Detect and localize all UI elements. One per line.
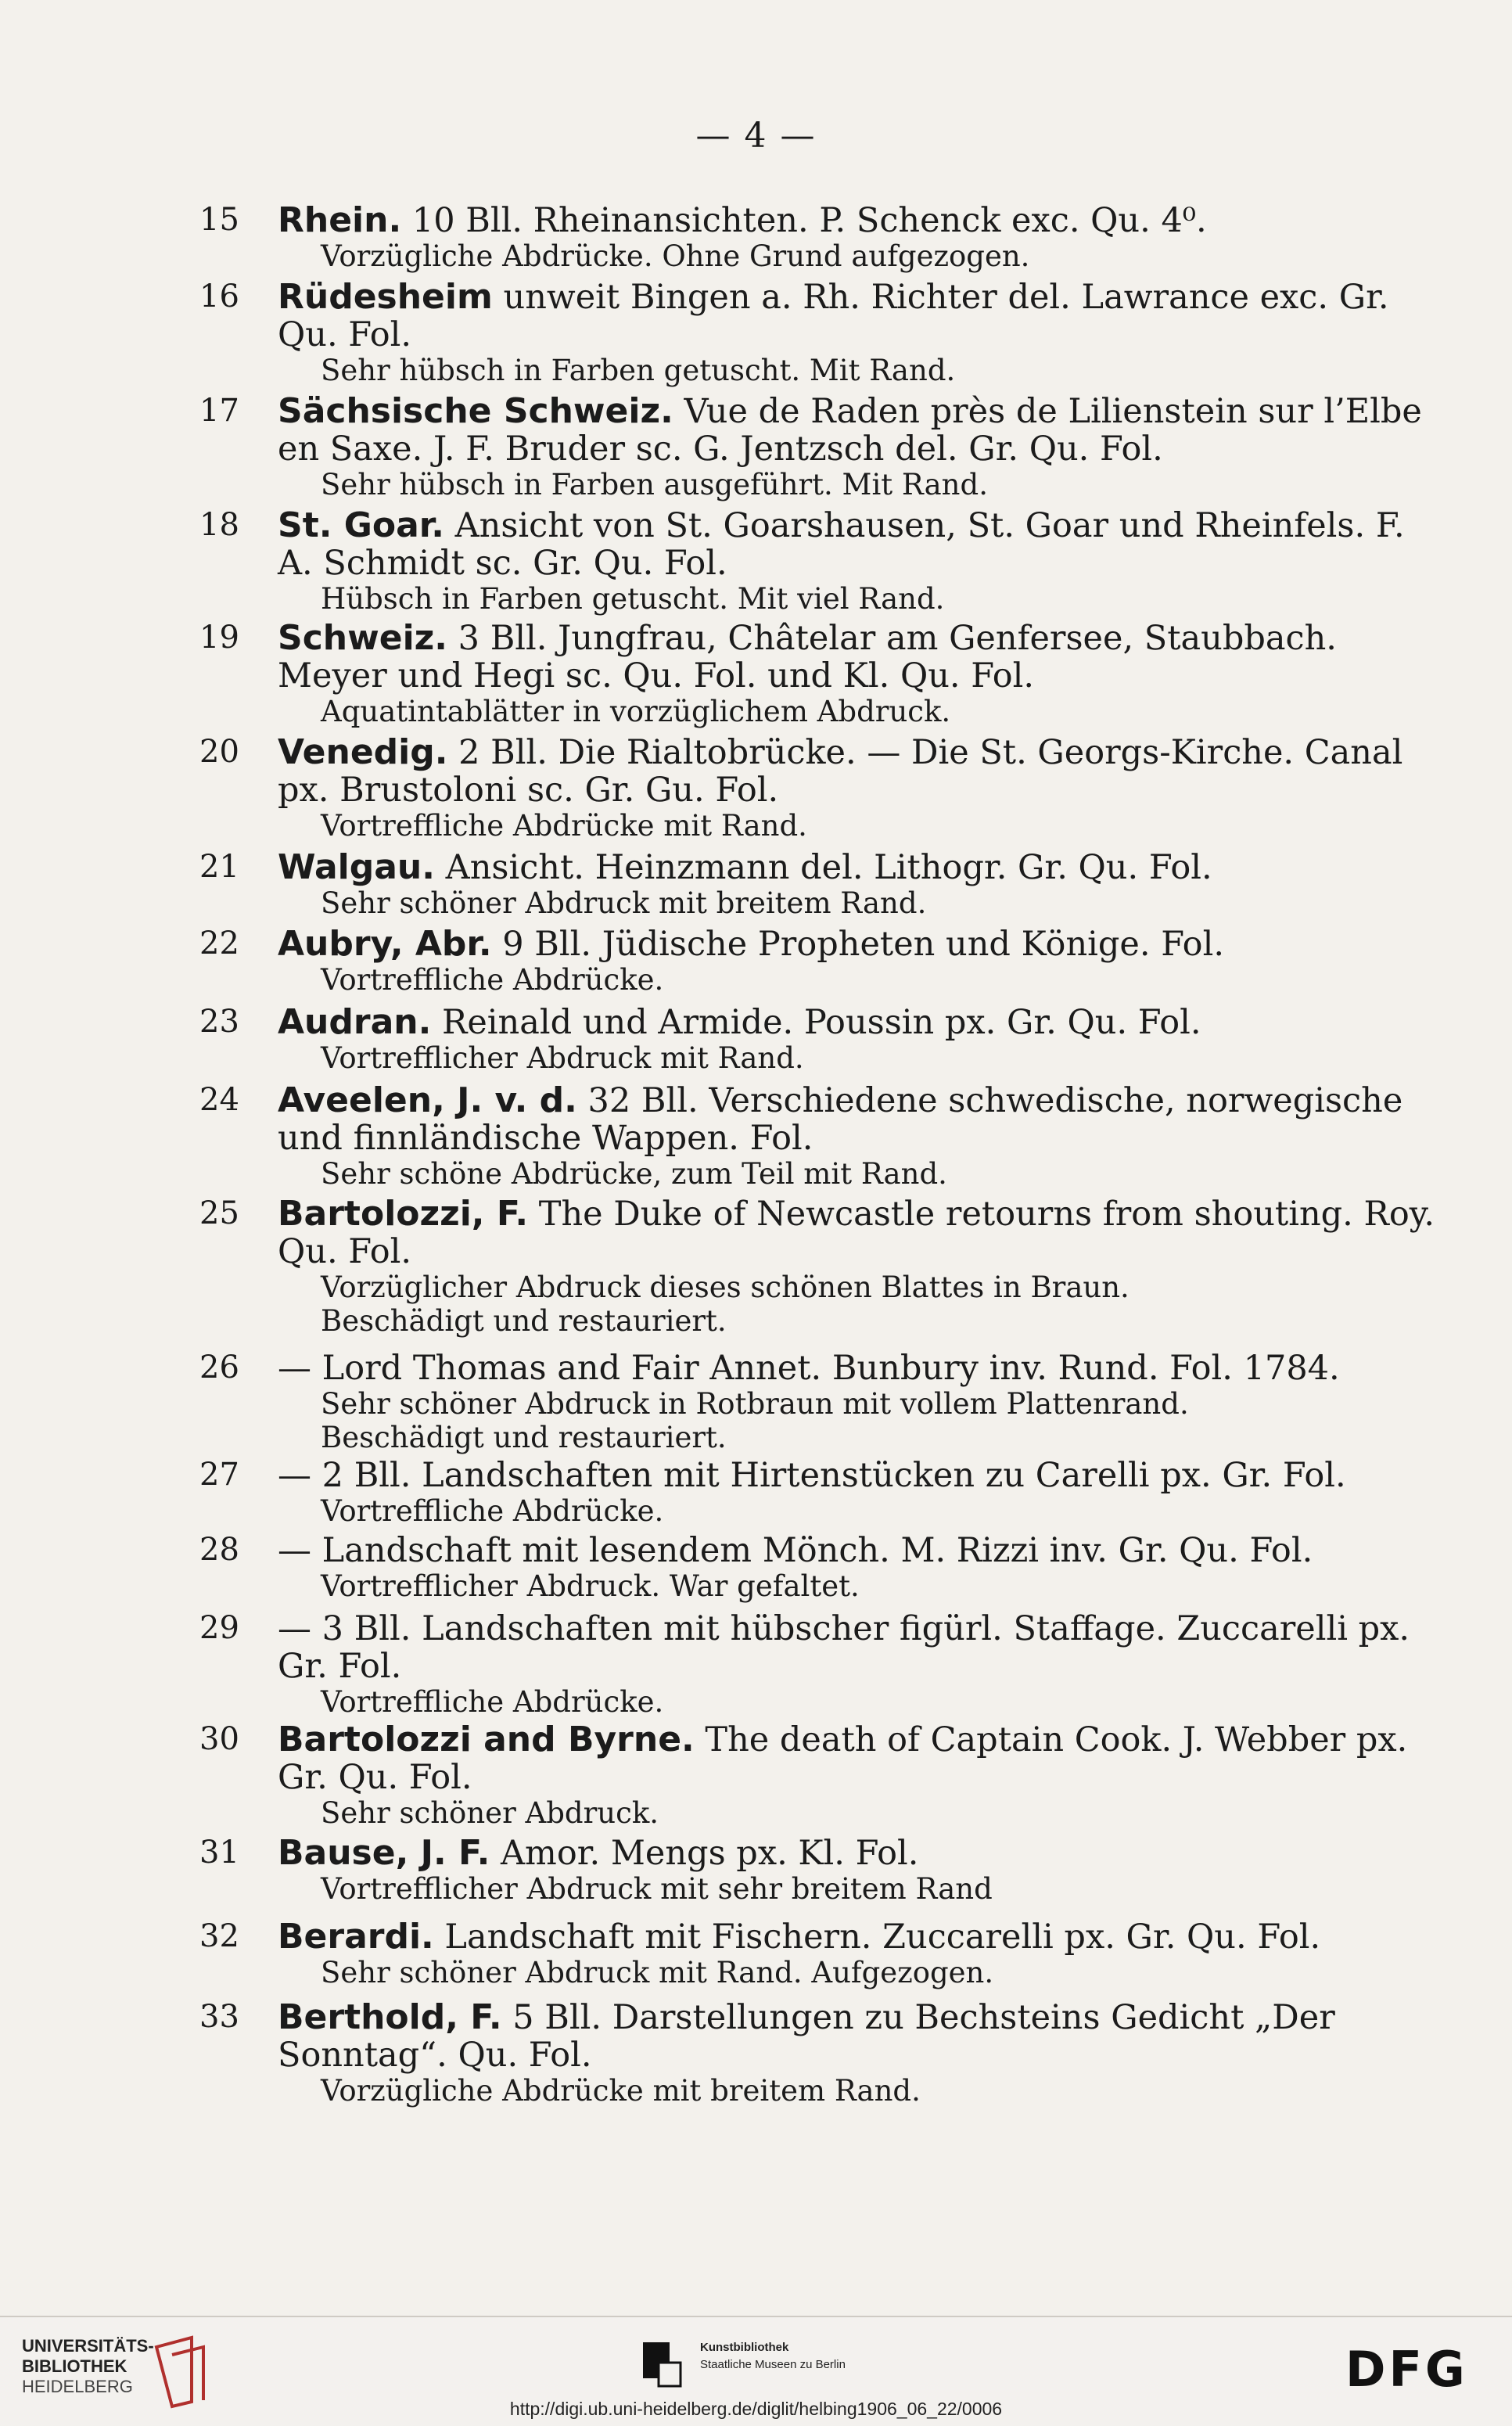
kunstbibliothek-logo-icon bbox=[641, 2339, 682, 2388]
page-number: — 4 — bbox=[695, 116, 817, 156]
entry-number: 20 bbox=[199, 734, 239, 770]
entry-heading: Rüdesheim bbox=[278, 277, 493, 317]
entry-text bbox=[278, 1918, 1435, 1956]
entry-text bbox=[278, 1350, 1435, 1387]
kunstbibliothek-wordmark bbox=[700, 2339, 846, 2374]
entry-note: Aquatintablätter in vorzüglichem Abdruck. bbox=[321, 695, 951, 728]
catalog-entry bbox=[199, 1082, 1435, 1191]
entry-heading: Audran. bbox=[278, 1002, 432, 1042]
entry-text bbox=[278, 202, 1435, 239]
entry-note: Beschädigt und restauriert. bbox=[321, 1304, 727, 1338]
entry-note: Vortrefflicher Abdruck mit sehr breitem Rand bbox=[321, 1872, 993, 1906]
entry-description: Amor. Mengs px. Kl. Fol. bbox=[490, 1834, 919, 1873]
entry-note: Vorzüglicher Abdruck dieses schönen Blattes in Braun. bbox=[321, 1271, 1130, 1304]
entry-note: Hübsch in Farben getuscht. Mit viel Rand. bbox=[321, 582, 945, 616]
entry-number: 24 bbox=[199, 1082, 239, 1118]
entry-text bbox=[278, 1004, 1435, 1041]
entry-note: Sehr schöne Abdrücke, zum Teil mit Rand. bbox=[321, 1157, 947, 1191]
entry-number: 31 bbox=[199, 1835, 239, 1871]
entry-note: Vorzügliche Abdrücke. Ohne Grund aufgezogen. bbox=[321, 239, 1030, 273]
entry-number: 18 bbox=[199, 507, 239, 543]
entry-number: 29 bbox=[199, 1610, 239, 1646]
entry-description: Vue de Raden près de Lilienstein sur l’Elbe en Saxe. J. F. Bruder sc. G. Jentzsch del. Gr. Qu. Fol. bbox=[278, 392, 1422, 469]
ub-line-1: UNIVERSITÄTS- bbox=[22, 2336, 154, 2356]
entry-description: 10 Bll. Rheinansichten. P. Schenck exc. Qu. 4⁰. bbox=[401, 201, 1207, 240]
entry-text bbox=[278, 393, 1435, 468]
entry-note: Vortrefflicher Abdruck mit Rand. bbox=[321, 1041, 804, 1075]
entry-number: 27 bbox=[199, 1457, 239, 1493]
entry-heading: Venedig. bbox=[278, 732, 448, 772]
catalog-entry bbox=[199, 1350, 1435, 1454]
kb-line-2: Staatliche Museen zu Berlin bbox=[700, 2358, 846, 2371]
entry-text bbox=[278, 1195, 1435, 1271]
catalog-entry bbox=[199, 279, 1435, 387]
source-url-link[interactable]: http://digi.ub.uni-heidelberg.de/diglit/helbing1906_06_22/0006 bbox=[509, 2399, 1003, 2419]
entry-heading: Bartolozzi, F. bbox=[278, 1194, 529, 1234]
entry-text bbox=[278, 620, 1435, 695]
entry-text bbox=[278, 1999, 1435, 2074]
entry-text bbox=[278, 1610, 1435, 1685]
entry-heading: Sächsische Schweiz. bbox=[278, 391, 673, 431]
entry-description: unweit Bingen a. Rh. Richter del. Lawrance exc. Gr. Qu. Fol. bbox=[278, 278, 1389, 354]
entry-note: Sehr schöner Abdruck in Rotbraun mit vollem Plattenrand. bbox=[321, 1387, 1189, 1421]
entry-number: 28 bbox=[199, 1532, 239, 1568]
catalog-entry bbox=[199, 620, 1435, 728]
entry-heading: Walgau. bbox=[278, 847, 435, 887]
entry-number: 33 bbox=[199, 1999, 239, 2035]
entry-description: 2 Bll. Die Rialtobrücke. — Die St. Georgs-Kirche. Canal px. Brustoloni sc. Gr. Gu. Fol. bbox=[278, 733, 1403, 810]
entry-note: Vortreffliche Abdrücke mit Rand. bbox=[321, 809, 807, 843]
entry-heading: Rhein. bbox=[278, 200, 402, 240]
entry-heading: Bause, J. F. bbox=[278, 1833, 490, 1873]
entry-note: Vortreffliche Abdrücke. bbox=[321, 1685, 664, 1719]
entry-note: Vortrefflicher Abdruck. War gefaltet. bbox=[321, 1569, 860, 1603]
entry-text bbox=[278, 1082, 1435, 1157]
ub-heidelberg-wordmark bbox=[22, 2336, 154, 2397]
entry-number: 30 bbox=[199, 1721, 239, 1757]
entry-description: — 2 Bll. Landschaften mit Hirtenstücken zu Carelli px. Gr. Fol. bbox=[278, 1456, 1346, 1495]
entry-number: 25 bbox=[199, 1195, 239, 1231]
kb-line-1: Kunstbibliothek bbox=[700, 2341, 789, 2354]
entry-note: Sehr schöner Abdruck. bbox=[321, 1796, 659, 1830]
entry-heading: Aveelen, J. v. d. bbox=[278, 1080, 577, 1120]
catalog-entry bbox=[199, 1004, 1435, 1075]
entry-text bbox=[278, 507, 1435, 582]
entry-note: Beschädigt und restauriert. bbox=[321, 1421, 727, 1454]
entry-description: 3 Bll. Jungfrau, Châtelar am Genfersee, Staubbach. Meyer und Hegi sc. Qu. Fol. und Kl. Qu. Fol. bbox=[278, 619, 1337, 695]
entry-text bbox=[278, 849, 1435, 886]
ub-heidelberg-logo-icon bbox=[149, 2331, 211, 2410]
entry-description: Ansicht von St. Goarshausen, St. Goar und Rheinfels. F. A. Schmidt sc. Gr. Qu. Fol. bbox=[278, 506, 1405, 583]
entry-note: Sehr schöner Abdruck mit breitem Rand. bbox=[321, 886, 927, 920]
ub-line-3: HEIDELBERG bbox=[22, 2377, 133, 2396]
entry-text bbox=[278, 1532, 1435, 1569]
catalog-entry bbox=[199, 1918, 1435, 1989]
entry-description: Landschaft mit Fischern. Zuccarelli px. Gr. Qu. Fol. bbox=[433, 1917, 1321, 1957]
ub-line-2: BIBLIOTHEK bbox=[22, 2356, 127, 2376]
catalog-entry bbox=[199, 1835, 1435, 1906]
catalog-entry bbox=[199, 734, 1435, 843]
entry-description: 5 Bll. Darstellungen zu Bechsteins Gedicht „Der Sonntag“. Qu. Fol. bbox=[278, 1998, 1335, 2075]
entry-number: 22 bbox=[199, 925, 239, 961]
entry-number: 17 bbox=[199, 393, 239, 429]
entry-heading: Berthold, F. bbox=[278, 1997, 502, 2037]
entry-text bbox=[278, 734, 1435, 809]
catalog-entry bbox=[199, 1999, 1435, 2108]
entry-note: Sehr schöner Abdruck mit Rand. Aufgezogen. bbox=[321, 1956, 994, 1989]
entry-description: The death of Captain Cook. J. Webber px. Gr. Qu. Fol. bbox=[278, 1720, 1408, 1797]
entry-note: Sehr hübsch in Farben ausgeführt. Mit Rand. bbox=[321, 468, 988, 501]
entry-description: Reinald und Armide. Poussin px. Gr. Qu. Fol. bbox=[431, 1003, 1201, 1042]
catalog-entry bbox=[199, 393, 1435, 501]
entry-description: — Landschaft mit lesendem Mönch. M. Rizzi inv. Gr. Qu. Fol. bbox=[278, 1531, 1313, 1570]
entry-note: Vorzügliche Abdrücke mit breitem Rand. bbox=[321, 2074, 921, 2108]
catalog-entry bbox=[199, 849, 1435, 920]
catalog-entry bbox=[199, 1457, 1435, 1528]
entry-text bbox=[278, 1457, 1435, 1494]
entry-note: Vortreffliche Abdrücke. bbox=[321, 1494, 664, 1528]
entry-heading: Aubry, Abr. bbox=[278, 924, 492, 964]
entry-number: 15 bbox=[199, 202, 239, 238]
catalog-entry bbox=[199, 507, 1435, 616]
entry-description: 9 Bll. Jüdische Propheten und Könige. Fol. bbox=[491, 925, 1224, 964]
entry-heading: St. Goar. bbox=[278, 505, 444, 545]
entry-number: 26 bbox=[199, 1350, 239, 1386]
catalog-entry bbox=[199, 1610, 1435, 1719]
entry-description: — 3 Bll. Landschaften mit hübscher figürl. Staffage. Zuccarelli px. Gr. Fol. bbox=[278, 1609, 1410, 1686]
entry-text bbox=[278, 1835, 1435, 1872]
entry-text bbox=[278, 279, 1435, 354]
entry-description: Ansicht. Heinzmann del. Lithogr. Gr. Qu. Fol. bbox=[434, 848, 1212, 887]
footer-bar bbox=[0, 2316, 1512, 2426]
catalog-entry bbox=[199, 1532, 1435, 1603]
catalog-entry bbox=[199, 1195, 1435, 1338]
entry-number: 21 bbox=[199, 849, 239, 885]
catalog-entry bbox=[199, 202, 1435, 273]
entry-heading: Berardi. bbox=[278, 1917, 434, 1957]
entry-note: Vortreffliche Abdrücke. bbox=[321, 963, 664, 997]
entry-text bbox=[278, 925, 1435, 963]
entry-heading: Schweiz. bbox=[278, 618, 447, 658]
entry-heading: Bartolozzi and Byrne. bbox=[278, 1720, 695, 1759]
entry-description: The Duke of Newcastle retourns from shouting. Roy. Qu. Fol. bbox=[278, 1195, 1435, 1271]
entry-number: 23 bbox=[199, 1004, 239, 1040]
catalog-entry bbox=[199, 1721, 1435, 1830]
entry-text bbox=[278, 1721, 1435, 1796]
entry-number: 16 bbox=[199, 279, 239, 314]
entry-number: 32 bbox=[199, 1918, 239, 1954]
entry-note: Sehr hübsch in Farben getuscht. Mit Rand. bbox=[321, 354, 956, 387]
entry-description: — Lord Thomas and Fair Annet. Bunbury inv. Rund. Fol. 1784. bbox=[278, 1349, 1340, 1388]
entry-number: 19 bbox=[199, 620, 239, 656]
catalog-entry bbox=[199, 925, 1435, 997]
entry-description: 32 Bll. Verschiedene schwedische, norwegische und finnländische Wappen. Fol. bbox=[278, 1081, 1403, 1158]
dfg-logo: DFG bbox=[1345, 2341, 1468, 2398]
